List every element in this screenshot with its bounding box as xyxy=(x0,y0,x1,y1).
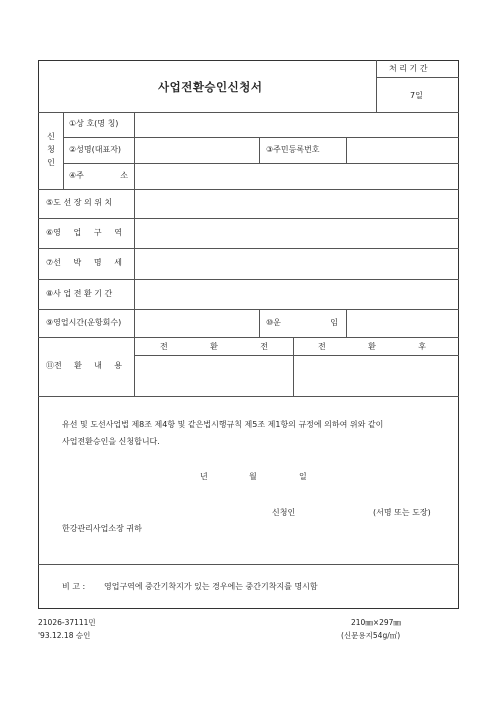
statement-text: 유선 및 도선사업법 제8조 제4항 및 같은법시행규칙 제5조 제1항의 규정에 의하여 위와 같이 사업전환승인을 신청합니다. xyxy=(62,420,384,446)
operating-hours-label: ⑨영업시간(운항회수) xyxy=(46,318,122,327)
applicant-signer: 신청인 xyxy=(272,508,296,517)
form-code: 21026-37111민 xyxy=(38,618,96,627)
approval-date: '93.12.18 승인 xyxy=(38,631,91,640)
conversion-content-label: ⑪전 환 내 용 xyxy=(46,361,122,370)
addressee: 한강관리사업소장 귀하 xyxy=(62,524,142,533)
conversion-period-label: ⑧사 업 전 환 기 간 xyxy=(46,289,113,298)
paper-size: 210㎜×297㎜ xyxy=(351,618,401,627)
paper-type: (신문용지54g/㎡) xyxy=(341,631,401,640)
date-month: 월 xyxy=(249,472,257,481)
form-title: 사업전환승인신청서 xyxy=(158,80,263,94)
remarks-text: 영업구역에 중간기착지가 있는 경우에는 중간기착지를 명시함 xyxy=(104,582,318,591)
processing-period-label: 처 리 기 간 xyxy=(389,64,428,73)
processing-period-value: 7일 xyxy=(410,91,423,100)
date-year: 년 xyxy=(200,472,208,481)
id-number-label: ③주민등록번호 xyxy=(266,145,320,154)
representative-label: ②성명(대표자) xyxy=(69,145,122,154)
name-label: ①상 호(명 칭) xyxy=(69,119,119,128)
applicant-label: 신 청 인 xyxy=(47,132,55,167)
route-label: ⑤도 선 장 의 위 치 xyxy=(46,198,113,207)
header-bottom-line xyxy=(38,112,459,113)
address-label: ④주 소 xyxy=(69,171,128,180)
fare-label: ⑩운 임 xyxy=(266,318,338,327)
applicant-divider xyxy=(63,112,64,189)
label-column-divider-1 xyxy=(134,112,135,189)
header-divider xyxy=(376,60,377,112)
business-area-label: ⑥영 업 구 역 xyxy=(46,228,122,237)
period-divider xyxy=(376,77,459,78)
before-conversion-header: 전 환 전 xyxy=(160,342,268,351)
after-conversion-header: 전 환 후 xyxy=(318,342,426,351)
signature-note: (서명 또는 도장) xyxy=(373,508,431,517)
label-column-divider-2 xyxy=(134,189,135,396)
remarks-label: 비 고 : xyxy=(62,582,86,591)
ship-spec-label: ⑦선 박 명 세 xyxy=(46,258,122,267)
date-day: 일 xyxy=(299,472,307,481)
